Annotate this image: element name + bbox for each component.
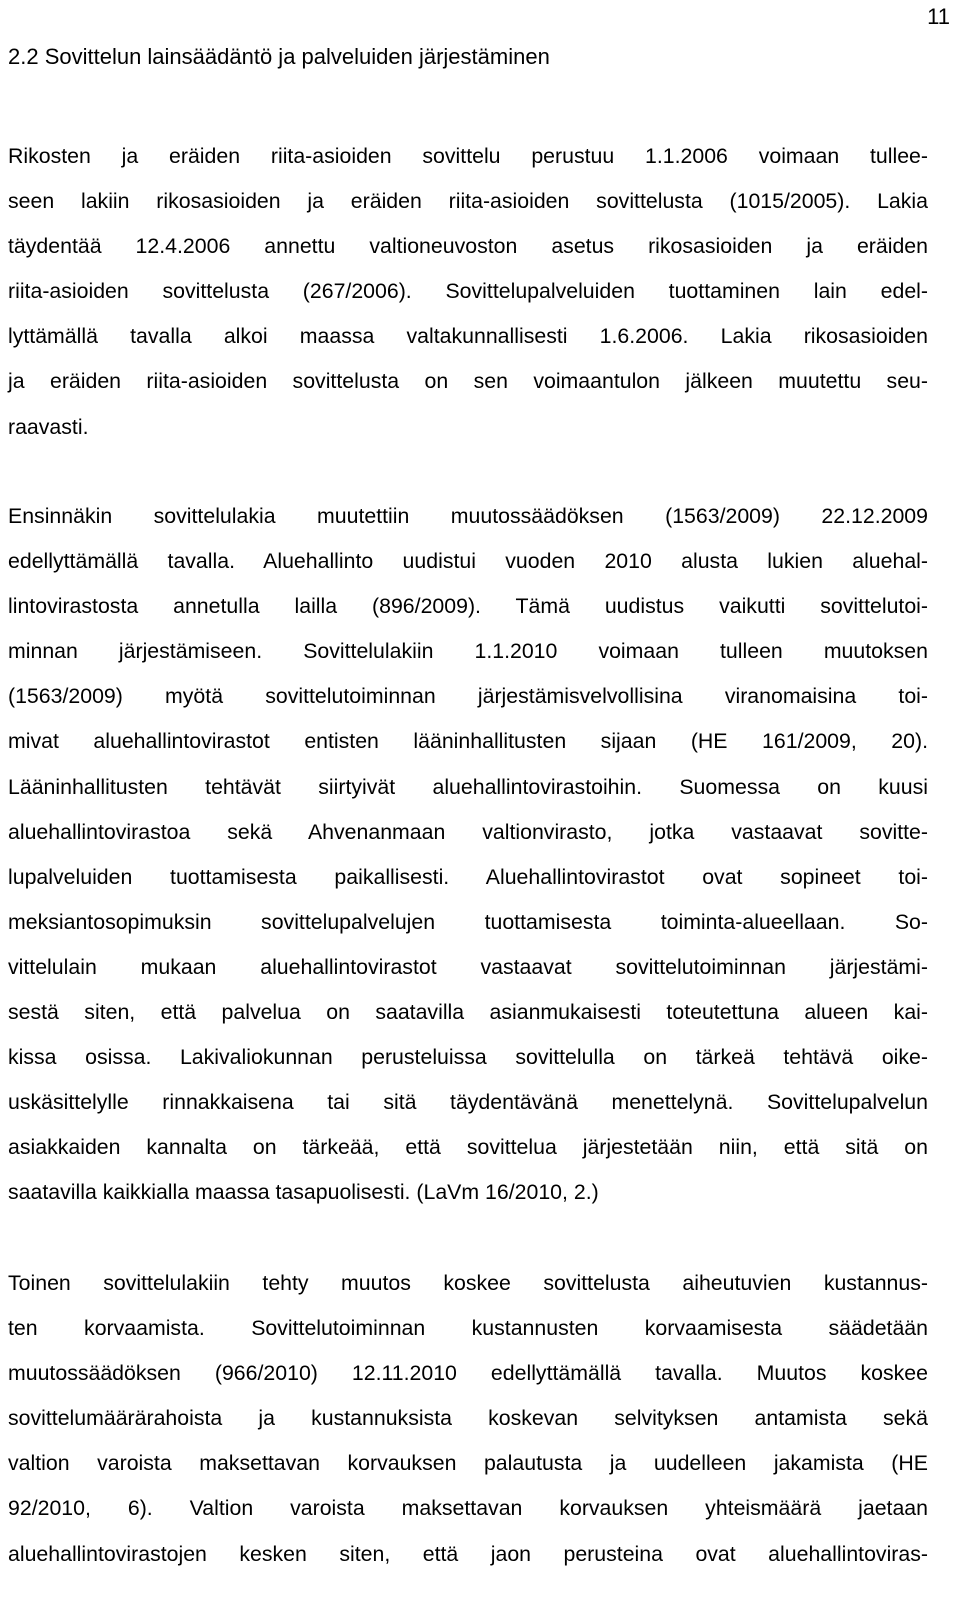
text-line: täydentää 12.4.2006 annettu valtioneuvoston asetus rikosasioiden ja eräiden (8, 234, 928, 259)
text-line: edellyttämällä tavalla. Aluehallinto uudistui vuoden 2010 alusta lukien aluehal- (8, 549, 928, 574)
section-heading: 2.2 Sovittelun lainsäädäntö ja palveluiden järjestäminen (8, 44, 550, 69)
text-line: aluehallintovirastojen kesken siten, että jaon perusteina ovat aluehallintoviras- (8, 1541, 928, 1566)
text-line: riita-asioiden sovittelusta (267/2006). Sovittelupalveluiden tuottaminen lain edel- (8, 279, 928, 304)
text-line: Toinen sovittelulakiin tehty muutos koskee sovittelusta aiheutuvien kustannus- (8, 1271, 928, 1295)
text-line: minnan järjestämiseen. Sovittelulakiin 1.1.2010 voimaan tulleen muutoksen (8, 639, 928, 664)
text-line: lupalveluiden tuottamisesta paikallisesti. Aluehallintovirastot ovat sopineet toi- (8, 864, 928, 889)
text-line: aluehallintovirastoa sekä Ahvenanmaan valtionvirasto, jotka vastaavat sovitte- (8, 819, 928, 844)
paragraph-3 (8, 1261, 928, 1577)
text-line: uskäsittelylle rinnakkaisena tai sitä täydentävänä menettelynä. Sovittelupalvelun (8, 1090, 928, 1115)
page-number: 11 (927, 4, 950, 29)
text-line: kissa osissa. Lakivaliokunnan perusteluissa sovittelulla on tärkeä tehtävä oike- (8, 1045, 928, 1070)
text-line: Lääninhallitusten tehtävät siirtyivät aluehallintovirastoihin. Suomessa on kuusi (8, 774, 928, 799)
text-line: sestä siten, että palvelua on saatavilla asianmukaisesti toteutettuna alueen kai- (8, 1000, 928, 1025)
text-line: Ensinnäkin sovittelulakia muutettiin muutossäädöksen (1563/2009) 22.12.2009 (8, 504, 928, 528)
text-line: 92/2010, 6). Valtion varoista maksettavan korvauksen yhteismäärä jaetaan (8, 1496, 928, 1521)
text-line: meksiantosopimuksin sovittelupalvelujen tuottamisesta toiminta-alueellaan. So- (8, 909, 928, 934)
text-line: sovittelumäärärahoista ja kustannuksista koskevan selvityksen antamista sekä (8, 1406, 928, 1431)
text-line: valtion varoista maksettavan korvauksen palautusta ja uudelleen jakamista (HE (8, 1451, 928, 1476)
text-line: asiakkaiden kannalta on tärkeää, että sovittelua järjestetään niin, että sitä on (8, 1135, 928, 1160)
text-line: vittelulain mukaan aluehallintovirastot vastaavat sovittelutoiminnan järjestämi- (8, 954, 928, 979)
text-line: lintovirastosta annetulla lailla (896/2009). Tämä uudistus vaikutti sovittelutoi- (8, 594, 928, 619)
text-line: (1563/2009) myötä sovittelutoiminnan järjestämisvelvollisina viranomaisina toi- (8, 684, 928, 709)
text-line: seen lakiin rikosasioiden ja eräiden riita-asioiden sovittelusta (1015/2005). Lakia (8, 189, 928, 214)
text-line: muutossäädöksen (966/2010) 12.11.2010 edellyttämällä tavalla. Muutos koskee (8, 1361, 928, 1386)
text-line: raavasti. (8, 414, 89, 439)
text-line: mivat aluehallintovirastot entisten lääninhallitusten sijaan (HE 161/2009, 20). (8, 729, 928, 754)
paragraph-1 (8, 134, 928, 450)
text-line: Rikosten ja eräiden riita-asioiden sovittelu perustuu 1.1.2006 voimaan tullee- (8, 144, 928, 168)
text-line: ja eräiden riita-asioiden sovittelusta on sen voimaantulon jälkeen muutettu seu- (8, 369, 928, 394)
text-line: lyttämällä tavalla alkoi maassa valtakunnallisesti 1.6.2006. Lakia rikosasioiden (8, 324, 928, 349)
text-line: ten korvaamista. Sovittelutoiminnan kustannusten korvaamisesta säädetään (8, 1316, 928, 1341)
text-line: saatavilla kaikkialla maassa tasapuolisesti. (LaVm 16/2010, 2.) (8, 1180, 599, 1205)
paragraph-2 (8, 494, 928, 1216)
